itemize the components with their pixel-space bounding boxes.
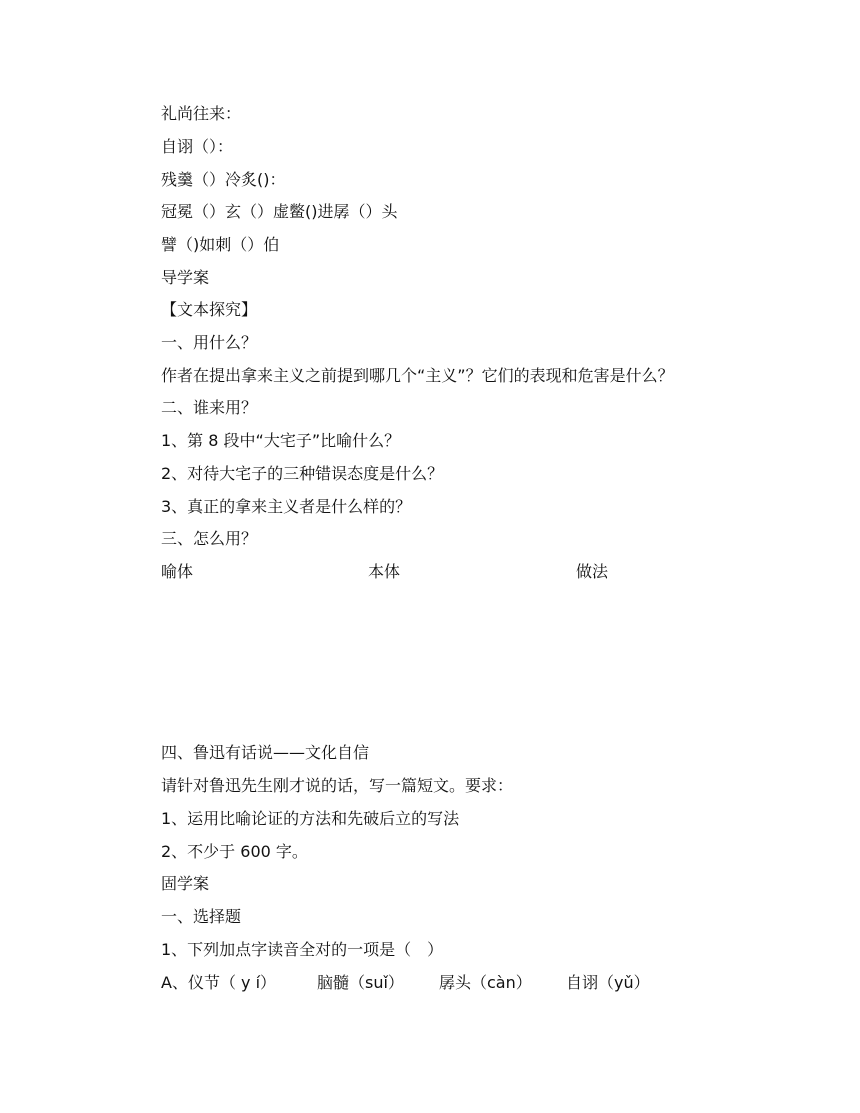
writing-requirement-1: 1、运用比喻论证的方法和先破后立的写法 [161,809,460,828]
writing-prompt: 请针对鲁迅先生刚才说的话，写一篇短文。要求： [161,776,514,795]
option-a-item-1: A、仪节（ y í） [161,973,277,992]
question-1-title: 一、用什么？ [161,333,258,352]
question-2-item-2: 2、对待大宅子的三种错误态度是什么？ [161,464,444,483]
consolidation-section-title: 固学案 [161,874,210,893]
text-exploration-heading: 【文本探究】 [161,300,258,319]
text-line-guan-mian: 冠冕（）玄（）虚鳖()进孱（）头 [161,202,398,221]
question-3-title: 三、怎么用？ [161,529,258,548]
option-a-item-2: 脑髓（suǐ） [317,973,404,992]
writing-requirement-2: 2、不少于 600 字。 [161,842,308,861]
choice-question-1: 1、下列加点字读音全对的一项是（ ） [161,940,444,959]
text-line-zi-xu: 自诩（）： [161,137,234,156]
guide-section-title: 导学案 [161,268,210,287]
table-header-vehicle: 喻体 [161,562,194,581]
question-1-text: 作者在提出拿来主义之前提到哪几个“主义”？它们的表现和危害是什么？ [161,366,674,385]
text-line-li-shang-wang-lai: 礼尚往来： [161,104,242,123]
table-header-tenor: 本体 [368,562,401,581]
question-2-item-3: 3、真正的拿来主义者是什么样的？ [161,497,412,516]
writing-section-title: 四、鲁迅有话说——文化自信 [161,743,370,762]
option-a-item-4: 自诩（yǔ） [566,973,650,992]
option-a-item-3: 孱头（càn） [439,973,532,992]
question-2-title: 二、谁来用？ [161,398,258,417]
text-line-can-geng: 残羹（）冷炙()： [161,170,286,189]
table-header-method: 做法 [576,562,609,581]
multiple-choice-heading: 一、选择题 [161,907,242,926]
text-line-pi-ru: 譬（)如刺（）伯 [161,235,280,254]
question-2-item-1: 1、第 8 段中“大宅子”比喻什么？ [161,431,401,450]
